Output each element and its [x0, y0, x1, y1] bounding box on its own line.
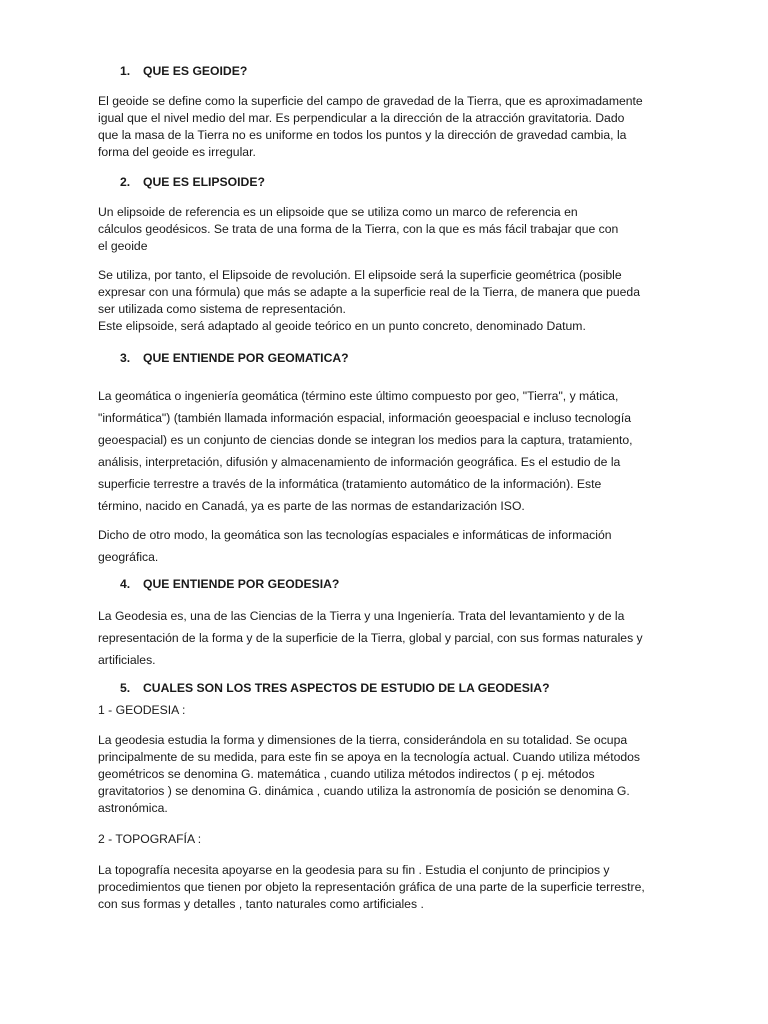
paragraph-elipsoide-revolucion: Se utiliza, por tanto, el Elipsoide de revolución. El elipsoide será la superficie geométrica (posible expresar con una fórmula) que más se adapte a la superficie real de la Tierra, de manera que pueda ser utilizada como sistema de representación. Este elipsoide, será adaptado al geoide teórico en un punto concreto, denominado Datum.: [98, 268, 640, 333]
heading-q1: 1. QUE ES GEOIDE?: [120, 64, 248, 78]
heading-q3: 3. QUE ENTIENDE POR GEOMATICA?: [120, 351, 349, 365]
paragraph-geomatica: La geomática o ingeniería geomática (término este último compuesto por geo, "Tierra", y mática, "informática") (también llamada información espacial, información geoespacial e incluso tecnología geoespacial) es un conjunto de ciencias donde se integran los medios para la captura, tratamiento, análisis, interpretación, difusión y almacenamiento de información geográfica. Es el estudio de la superficie terrestre a través de la informática (tratamiento automático de la información). Este término, nacido en Canadá, ya es parte de las normas de estandarización ISO.: [98, 389, 633, 513]
paragraph-geodesia-estudio: La geodesia estudia la forma y dimensiones de la tierra, considerándola en su totalidad. Se ocupa principalmente de su medida, para este fin se apoya en la tecnología actual. Cuando utiliza métodos geométricos se denomina G. matemática , cuando utiliza métodos indirectos ( p ej. métodos gravitatorios ) se denomina G. dinámica , cuando utiliza la astronomía de posición se denomina G. astronómica.: [98, 733, 641, 815]
heading-q2: 2. QUE ES ELIPSOIDE?: [120, 175, 265, 189]
heading-q4: 4. QUE ENTIENDE POR GEODESIA?: [120, 577, 340, 591]
subheading-geodesia: 1 - GEODESIA :: [98, 703, 186, 717]
heading-q5: 5. CUALES SON LOS TRES ASPECTOS DE ESTUDIO DE LA GEODESIA?: [120, 681, 550, 695]
paragraph-topografia: La topografía necesita apoyarse en la geodesia para su fin . Estudia el conjunto de principios y procedimientos que tienen por objeto la representación gráfica de una parte de la superficie terrestre, con sus formas y detalles , tanto naturales como artificiales .: [98, 863, 645, 911]
paragraph-elipsoide: Un elipsoide de referencia es un elipsoide que se utiliza como un marco de referencia en cálculos geodésicos. Se trata de una forma de la Tierra, con la que es más fácil trabajar que con el geoide: [98, 205, 619, 253]
paragraph-geoide: El geoide se define como la superficie del campo de gravedad de la Tierra, que es aproximadamente igual que el nivel medio del mar. Es perpendicular a la dirección de la atracción gravitatoria. Dado que la masa de la Tierra no es uniforme en todos los puntos y la dirección de gravedad cambia, la forma del geoide es irregular.: [98, 94, 643, 159]
subheading-topografia: 2 - TOPOGRAFÍA :: [98, 832, 202, 846]
paragraph-geodesia: La Geodesia es, una de las Ciencias de la Tierra y una Ingeniería. Trata del levantamiento y de la representación de la forma y de la superficie de la Tierra, global y parcial, con sus formas naturales y artificiales.: [98, 609, 643, 667]
paragraph-geomatica-resumen: Dicho de otro modo, la geomática son las tecnologías espaciales e informáticas de información geográfica.: [98, 528, 612, 564]
